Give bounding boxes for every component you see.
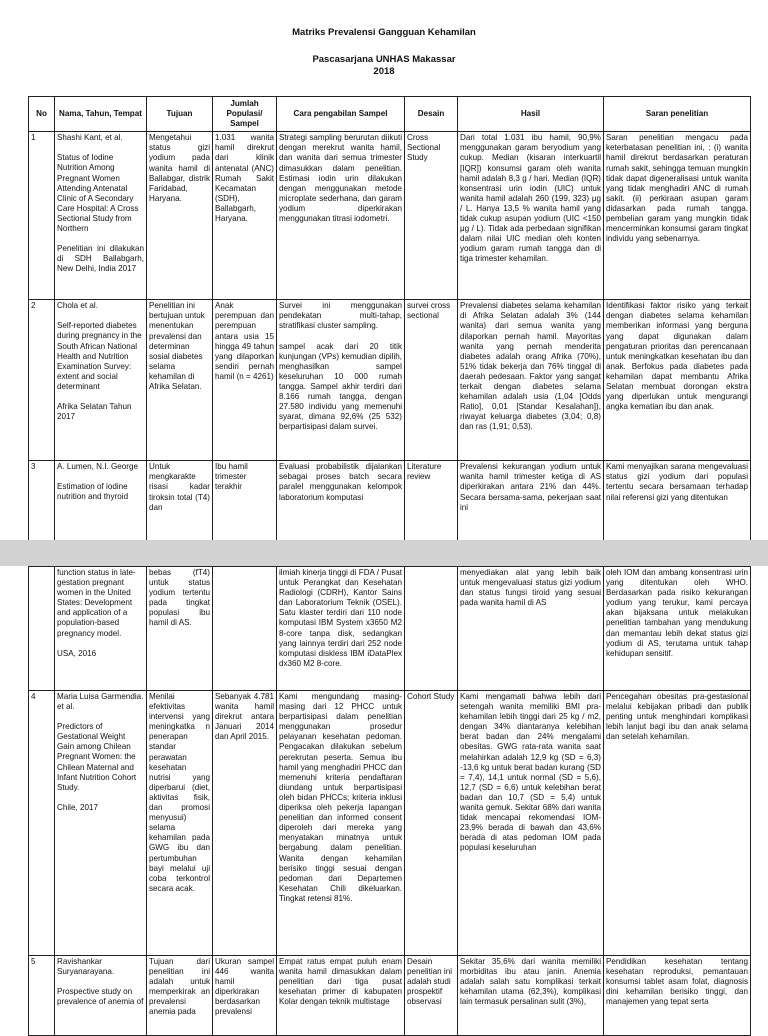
- page-separator: [0, 540, 768, 566]
- col-header-tujuan: Tujuan: [147, 97, 213, 132]
- document-title: Matriks Prevalensi Gangguan Kehamilan: [292, 27, 476, 38]
- col-header-no: No: [29, 97, 55, 132]
- cell-cara: Evaluasi probabilistik dijalankan sebagai proses batch secara paralel menggunakan kelompok laboratorium komputasi: [277, 461, 405, 543]
- cell-cara: Empat ratus empat puluh enam wanita hamil dimasukkan dalam penelitian dari tiga pusat kesehatan primer di kabupaten Kolar dengan teknik multistage: [277, 956, 405, 1036]
- table-row: [29, 132, 751, 300]
- page-2: [0, 566, 768, 1024]
- study-place: Chile, 2017: [57, 802, 98, 812]
- col-header-cara: Cara pengabilan Sampel: [277, 97, 405, 132]
- cell-saran: Identifikasi faktor risiko yang terkait dengan diabetes selama kehamilan memberikan informasi yang berguna yang dapat digunakan dalam pengaturan prioritas dan perencanaan untuk meningkatkan kesehatan ibu dan anak. Berfokus pada diabetes pada kehamilan dapat membantu Afrika Selatan membuat dorongan ekstra yang diperlukan untuk mengurangi angka kematian ibu dan anak.: [604, 300, 751, 461]
- cell-saran: Pencegahan obesitas pra-gestasional melalui kebijakan pribadi dan publik penting untuk menghindari komplikasi lebih lanjut bagi ibu dan anak selama dan setelah kehamilan.: [604, 691, 751, 956]
- cell-no: 5: [29, 956, 55, 1036]
- cell-saran: Kami menyajikan sarana mengevaluasi status gizi yodium dari populasi tertentu secara bersamaan terhadap nilai referensi gizi yang ditentukan: [604, 461, 751, 543]
- table-row: [29, 567, 751, 691]
- cell-tujuan: Penelitian ini bertujuan untuk menentukan prevalensi dan determinan sosial diabetes selama kehamilan di Afrika Selatan.: [147, 300, 213, 461]
- cell-sampel: [213, 567, 277, 691]
- author: Chola et al.: [57, 301, 98, 311]
- cell-no: 3: [29, 461, 55, 543]
- author: Maria Luisa Garmendia. et al.: [57, 692, 144, 712]
- col-header-saran: Saran penelitian: [604, 97, 751, 132]
- matrix-table-page-1: [28, 96, 751, 543]
- cell-no: 2: [29, 300, 55, 461]
- col-header-desain: Desain: [405, 97, 458, 132]
- study-title: Estimation of iodine nutrition and thyroid: [57, 482, 129, 502]
- study-title: Prospective study on prevalence of anemia of: [57, 987, 144, 1007]
- cell-hasil: Prevalensi diabetes selama kehamilan di Afrika Selatan adalah 3% (144 wanita) dari semua wanita yang dilaporkan pernah hamil. Mayoritas wanita yang pernah menderita diabetes adalah orang Afrika (70%), 51% tidak bekerja dan 76% tinggal di daerah pedesaan. Faktor yang sangat terkait dengan diabetes selama kehamilan adalah usia (1,04 [Odds Ratio], 0,01 [Standar Kesalahan]), riwayat keluarga diabetes (3,04; 0,8) dan ras (1,91; 0,53).: [458, 300, 604, 461]
- cell-saran: oleh IOM dan ambang konsentrasi urin yang ditentukan oleh WHO. Berdasarkan pada risiko kekurangan yodium yang terukur, kami percaya akan bijaksana untuk melakukan penelitian tambahan yang mendukung dan memantau lebih dekat status gizi yodium di AS, terutama untuk tahap kehidupan sensitif.: [604, 567, 751, 691]
- author: Shashi Kant, et al.: [57, 133, 123, 143]
- cell-cara: [277, 300, 405, 461]
- table-row: [29, 300, 751, 461]
- study-title: function status in late-gestation pregnant women in the United States: Development and application of a population-based pregnancy model.: [57, 568, 136, 638]
- cara-part-2: sampel acak dari 20 titik kunjungan (VPs) kemudian dipilih, menghasilkan sampel keseluruhan 10 000 rumah tangga. Sampel akhir terdiri dari 8.166 rumah tangga, dengan 27.580 individu yang memenuhi syarat, dimana 92,6% (25 532) berpartisipasi dalam survei.: [279, 341, 402, 432]
- col-header-nama: Nama, Tahun, Tempat: [55, 97, 147, 132]
- author: Ravishankar Suryanarayana.: [57, 957, 115, 977]
- cell-sampel: Anak perempuan dan perempuan antara usia 15 hingga 49 tahun yang dilaporkan sendiri pernah hamil (n = 4261): [213, 300, 277, 461]
- study-title: Status of Iodine Nutrition Among Pregnant Women Attending Antenatal Clinic of A Secondary Care Hospital: A Cross Sectional Study from Northern: [57, 153, 139, 234]
- cell-tujuan: Tujuan dari penelitian ini adalah untuk memperkirak an prevalensi anemia pada: [147, 956, 213, 1036]
- col-header-hasil: Hasil: [458, 97, 604, 132]
- cell-cara: ilmiah kinerja tinggi di FDA / Pusat untuk Perangkat dan Kesehatan Radiologi (CDRH), Kantor Sains dan Laboratorium Teknik (OSEL). Satu klaster terdiri dari 110 node komputasi IBM System x3650 M2 8-core tanpa disk, sedangkan yang lainnya terdiri dari 252 node komputasi diskless IBM iDataPlex dx360 M2 8-core.: [277, 567, 405, 691]
- author: A. Lumen, N.I. George: [57, 462, 138, 472]
- document-subtitle: Pascasarjana UNHAS Makassar: [312, 54, 456, 65]
- cell-desain: Literature review: [405, 461, 458, 543]
- cell-cara: Kami mengundang masing-masing dari 12 PHCC untuk berpartisipasi dalam penelitian menggunakan prosedur pelayanan kesehatan pedoman. Pengacakan dilakukan sebelum perekrutan peserta. Semua ibu hamil yang menghadiri PHCC dan memenuhi kriteria pendaftaran diundang untuk berpartisipasi oleh bidan PHCCs; kriteria inklusi diperiksa oleh pekerja lapangan penelitian dan informed consent diperoleh dari mereka yang menyatakan minatnya untuk bergabung dalam penelitian. Wanita dengan kehamilan berisiko tinggi sesuai dengan pedoman dari Departemen Kesehatan Chili dikeluarkan. Tingkat retensi 81%.: [277, 691, 405, 956]
- cell-nama: [55, 132, 147, 300]
- cell-saran: Pendidikan kesehatan tentang kesehatan reproduksi, pemantauan konsumsi tablet asam folat, diagnosis dini kehamilan berisiko tinggi, dan manajemen yang tepat serta: [604, 956, 751, 1036]
- cell-nama: [55, 567, 147, 691]
- cell-tujuan: bebas (fT4) untuk status yodium tertentu pada tingkat populasi ibu hamil di AS.: [147, 567, 213, 691]
- cell-hasil: Kami mengamati bahwa lebih dari setengah wanita memiliki BMI pra-kehamilan lebih tinggi dari 25 kg / m2, dengan 34% diantaranya kelebihan berat badan dan 24% mengalami obesitas. GWG rata-rata wanita saat melahirkan adalah 12,9 kg (SD = 6,3) -13,6 kg untuk berat badan kurang (SD = 7,4), 14,1 untuk normal (SD = 5,6), 12,7 (SD = 6,6) untuk kelebihan berat badan dan 10,7 (SD = 5,4) untuk wanita gemuk. Sekitar 68% dari wanita tidak mencapai rekomendasi IOM-23,9% berada di bawah dan 43,6% berada di atas pedoman IOM pada populasi keseluruhan: [458, 691, 604, 956]
- cell-sampel: Sebanyak 4.781 wanita hamil direkrut antara Januari 2014 dan April 2015.: [213, 691, 277, 956]
- study-place: Afrika Selatan Tahun 2017: [57, 402, 132, 422]
- cell-hasil: menyediakan alat yang lebih baik untuk mengevaluasi status gizi yodium dan status fungsi tiroid yang sesuai pada wanita hamil di AS: [458, 567, 604, 691]
- cell-tujuan: Mengetahui status gizi yodium pada wanita hamil di Ballabgar, distrik Faridabad, Haryana.: [147, 132, 213, 300]
- cell-desain: Desain penelitian ini adalah studi prospektif observasi: [405, 956, 458, 1036]
- cell-nama: [55, 691, 147, 956]
- table-row: [29, 461, 751, 543]
- cell-hasil: Dari total 1.031 ibu hamil, 90,9% menggunakan garam beryodium yang cukup. Median (kisaran interkuartil [IQR]) konsumsi garam oleh wanita hamil adalah 8,3 g / hari. Median (IQR) konsentrasi urin iodin (UIC) untuk wanita hamil adalah 260 (199, 323) μg / L. Hanya 13,5 % wanita hamil yang tidak cukup asupan yodium (UIC <150 μg / L). Tidak ada perbedaan signifikan dalam nilai UIC median oleh konten yodium garam rumah tangga dan di tiga trimester kehamilan.: [458, 132, 604, 300]
- study-place: USA, 2016: [57, 648, 97, 658]
- document-year: 2018: [373, 66, 395, 77]
- cell-hasil: Sekitar 35,6% dari wanita memiliki morbiditas ibu atau janin. Anemia adalah salah satu komplikasi terkait kehamilan utama (62,3%), komplikasi lain termasuk persalinan sulit (3%),: [458, 956, 604, 1036]
- cell-no: [29, 567, 55, 691]
- table-header-row: [29, 97, 751, 132]
- cell-nama: [55, 300, 147, 461]
- cell-tujuan: Menilai efektivitas intervensi yang meningkatka n penerapan standar perawatan kesehatan nutrisi yang diperbarui (diet, aktivitas fisik, dan promosi menyusui) selama kehamilan pada GWG ibu dan pertumbuhan bayi melalui uji coba terkontrol secara acak.: [147, 691, 213, 956]
- cell-no: 1: [29, 132, 55, 300]
- cell-tujuan: Untuk mengkarakte risasi kadar tiroksin total (T4) dan: [147, 461, 213, 543]
- cell-desain: Cohort Study: [405, 691, 458, 956]
- cell-no: 4: [29, 691, 55, 956]
- table-row: [29, 691, 751, 956]
- cell-sampel: Ibu hamil trimester terakhir: [213, 461, 277, 543]
- cell-hasil: Prevalensi kekurangan yodium untuk wanita hamil trimester ketiga di AS diperkirakan antara 21% dan 44%. Secara bersama-sama, pekerjaan saat ini: [458, 461, 604, 543]
- cell-cara: Strategi sampling berurutan diikuti dengan merekrut wanita hamil, dan wanita dari semua trimester dimasukkan dalam penelitian. Estimasi iodin urin dilakukan dengan menggunakan metode microplate sederhana, dan garam yodium diperkirakan menggunakan titrasi iodometri.: [277, 132, 405, 300]
- cell-sampel: Ukuran sampel 446 wanita hamil diperkirakan berdasarkan prevalensi: [213, 956, 277, 1036]
- study-place: Penelitian ini dilakukan di SDH Ballabgarh, New Delhi, India 2017: [57, 244, 144, 274]
- cell-desain: [405, 567, 458, 691]
- cell-saran: Saran penelitian mengacu pada keterbatasan penelitian ini, : (i) wanita hamil direkrut berdasarkan peraturan rumah sakit, sehingga temuan mungkin tidak dapat digeneralisasi untuk wanita yang tidak menghadiri ANC di rumah sakit. (ii) perkiraan asupan garam didasarkan pada rumah tangga. pembelian garam yang mungkin tidak mencerminkan konsumsi garam tingkat individu yang sebenarnya.: [604, 132, 751, 300]
- col-header-jumlah: Jumlah Populasi/ Sampel: [213, 97, 277, 132]
- study-title: Predictors of Gestational Weight Gain among Chilean Pregnant Women: the Chilean Maternal and Infant Nutrition Cohort Study.: [57, 722, 137, 792]
- matrix-table-page-2: [28, 566, 751, 1036]
- cell-sampel: 1.031 wanita hamil direkrut dari klinik antenatal (ANC) Rumah Sakit Kecamatan (SDH), Ballabgarh, Haryana.: [213, 132, 277, 300]
- cell-desain: survei cross sectional: [405, 300, 458, 461]
- cell-desain: Cross Sectional Study: [405, 132, 458, 300]
- cell-nama: [55, 461, 147, 543]
- cara-part-1: Survei ini menggunakan pendekatan multi-tahap, stratifikasi cluster sampling.: [279, 301, 402, 331]
- study-title: Self-reported diabetes during pregnancy in the South African National Health and Nutrition Examination Survey: extent and social determinant: [57, 321, 142, 391]
